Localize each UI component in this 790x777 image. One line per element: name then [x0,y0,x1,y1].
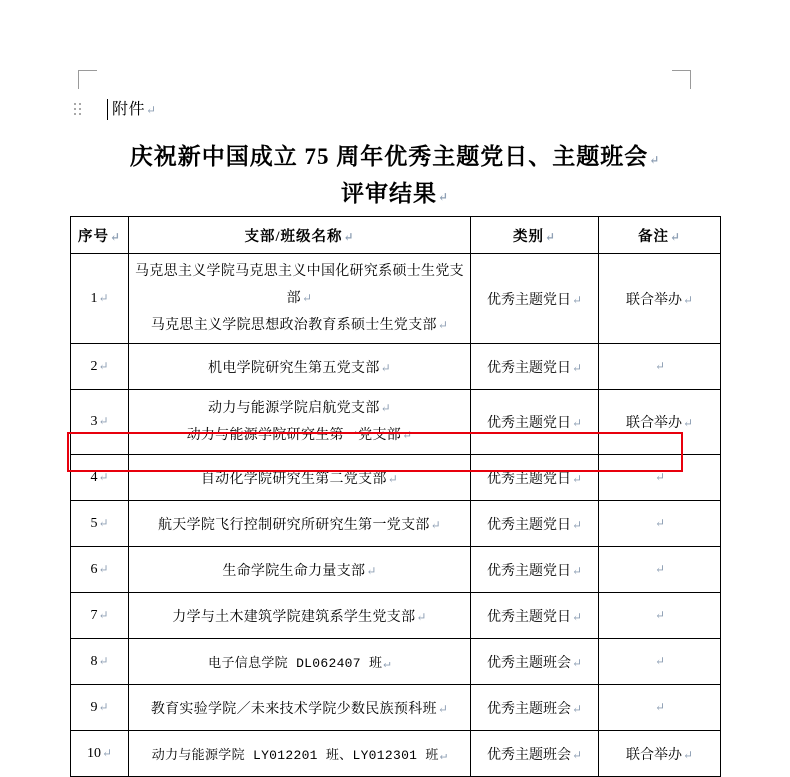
pilcrow-icon: ↵ [571,471,583,486]
pilcrow-icon: ↵ [98,515,109,530]
pilcrow-icon: ↵ [98,469,109,484]
pilcrow-icon: ↵ [437,318,449,332]
table-row [71,593,721,639]
page-title-line1: 庆祝新中国成立 75 周年优秀主题党日、主题班会 [129,144,649,169]
pilcrow-icon: ↵ [301,291,313,305]
table-row [71,731,721,777]
pilcrow-icon: ↵ [682,747,694,762]
pilcrow-icon: ↵ [416,609,427,624]
cell-no: 8↵ [71,639,129,685]
cell-no: 9↵ [71,685,129,731]
cell-type: 优秀主题党日↵ [471,254,599,344]
pilcrow-icon: ↵ [649,153,661,167]
pilcrow-icon: ↵ [654,653,666,668]
cell-name: 航天学院飞行控制研究所研究生第一党支部↵ [129,501,471,547]
table-row [71,501,721,547]
page-title [70,140,720,214]
pilcrow-icon: ↵ [571,517,583,532]
cell-no: 5↵ [71,501,129,547]
table-row [71,685,721,731]
cell-type: 优秀主题班会↵ [471,731,599,777]
pilcrow-icon: ↵ [98,414,109,428]
results-table [70,216,721,777]
cell-no: 10↵ [71,731,129,777]
pilcrow-icon: ↵ [98,607,109,622]
pilcrow-icon: ↵ [383,657,391,671]
cell-no: 6↵ [71,547,129,593]
attachment-label [112,99,157,121]
cell-note [599,685,721,731]
table-row [71,254,721,344]
cell-name-line: 马克思主义学院马克思主义中国化研究系硕士生党支部↵ [135,264,464,306]
pilcrow-icon: ↵ [98,290,109,305]
cell-note [599,547,721,593]
pilcrow-icon: ↵ [682,292,694,307]
cell-type: 优秀主题党日↵ [471,455,599,501]
cell-name: 力学与土木建筑学院建筑系学生党支部↵ [129,593,471,639]
pilcrow-icon: ↵ [380,360,391,375]
cell-type: 优秀主题班会↵ [471,639,599,685]
cell-no: 7↵ [71,593,129,639]
pilcrow-icon: ↵ [437,701,449,716]
table-row [71,390,721,455]
cell-name: 生命学院生命力量支部↵ [129,547,471,593]
text-cursor [107,99,108,120]
pilcrow-icon: ↵ [430,517,442,532]
pilcrow-icon: ↵ [146,103,157,117]
pilcrow-icon: ↵ [98,699,109,714]
pilcrow-icon: ↵ [571,747,583,762]
pilcrow-icon: ↵ [437,190,450,204]
margin-mark-top-right [672,70,691,89]
pilcrow-icon: ↵ [439,749,448,763]
cell-name-line: 动力与能源学院启航党支部↵ [208,401,391,416]
cell-name: 机电学院研究生第五党支部↵ [129,344,471,390]
cell-name: 自动化学院研究生第二党支部↵ [129,455,471,501]
pilcrow-icon: ↵ [402,428,413,442]
page-title-line2-wrap [70,177,720,214]
cell-note [599,455,721,501]
cell-name [129,254,471,344]
cell-name: 电子信息学院 DL062407 班↵ [129,639,471,685]
paragraph-drag-handle-icon[interactable] [74,103,83,116]
margin-mark-top-left [78,70,97,89]
table-row [71,547,721,593]
pilcrow-icon: ↵ [654,515,666,530]
pilcrow-icon: ↵ [544,229,557,244]
cell-type: 优秀主题党日↵ [471,593,599,639]
pilcrow-icon: ↵ [98,358,109,373]
cell-note [599,344,721,390]
pilcrow-icon: ↵ [380,401,391,415]
table-row [71,639,721,685]
pilcrow-icon: ↵ [654,561,666,576]
cell-name: 教育实验学院／未来技术学院少数民族预科班↵ [129,685,471,731]
table-header-note: 备注↵ [599,217,721,254]
cell-type: 优秀主题党日↵ [471,344,599,390]
pilcrow-icon: ↵ [571,360,583,375]
cell-note [599,593,721,639]
cell-note [599,639,721,685]
table-row [71,344,721,390]
cell-name [129,390,471,455]
page-title-line2: 评审结果 [340,181,437,206]
table-header-row [71,217,721,254]
cell-type: 优秀主题党日↵ [471,501,599,547]
cell-name: 动力与能源学院 LY012201 班、LY012301 班↵ [129,731,471,777]
cell-name-line: 动力与能源学院研究生第一党支部↵ [186,428,413,443]
pilcrow-icon: ↵ [571,563,583,578]
pilcrow-icon: ↵ [571,416,583,430]
cell-no: 3↵ [71,390,129,455]
pilcrow-icon: ↵ [571,701,583,716]
pilcrow-icon: ↵ [654,699,666,714]
pilcrow-icon: ↵ [654,469,666,484]
cell-no: 1↵ [71,254,129,344]
cell-type: 优秀主题党日↵ [471,390,599,455]
pilcrow-icon: ↵ [571,609,583,624]
pilcrow-icon: ↵ [682,416,694,430]
cell-note [599,501,721,547]
pilcrow-icon: ↵ [366,563,377,578]
cell-note: 联合举办↵ [599,390,721,455]
pilcrow-icon: ↵ [571,655,583,670]
pilcrow-icon: ↵ [654,607,666,622]
cell-note: 联合举办↵ [599,731,721,777]
cell-type: 优秀主题党日↵ [471,547,599,593]
pilcrow-icon: ↵ [98,561,109,576]
cell-no: 4↵ [71,455,129,501]
attachment-label-text: 附件 [112,101,146,118]
pilcrow-icon: ↵ [669,229,682,244]
pilcrow-icon: ↵ [109,229,122,244]
cell-note: 联合举办↵ [599,254,721,344]
cell-no: 2↵ [71,344,129,390]
pilcrow-icon: ↵ [101,745,113,760]
pilcrow-icon: ↵ [571,292,583,307]
pilcrow-icon: ↵ [343,229,355,244]
pilcrow-icon: ↵ [98,653,109,668]
cell-name-line: 马克思主义学院思想政治教育系硕士生党支部↵ [150,318,449,333]
table-row-highlighted [71,455,721,501]
table-header-type: 类别↵ [471,217,599,254]
pilcrow-icon: ↵ [654,358,666,373]
pilcrow-icon: ↵ [387,471,399,486]
table-header-no: 序号↵ [71,217,129,254]
table-header-name: 支部/班级名称↵ [129,217,471,254]
cell-type: 优秀主题班会↵ [471,685,599,731]
